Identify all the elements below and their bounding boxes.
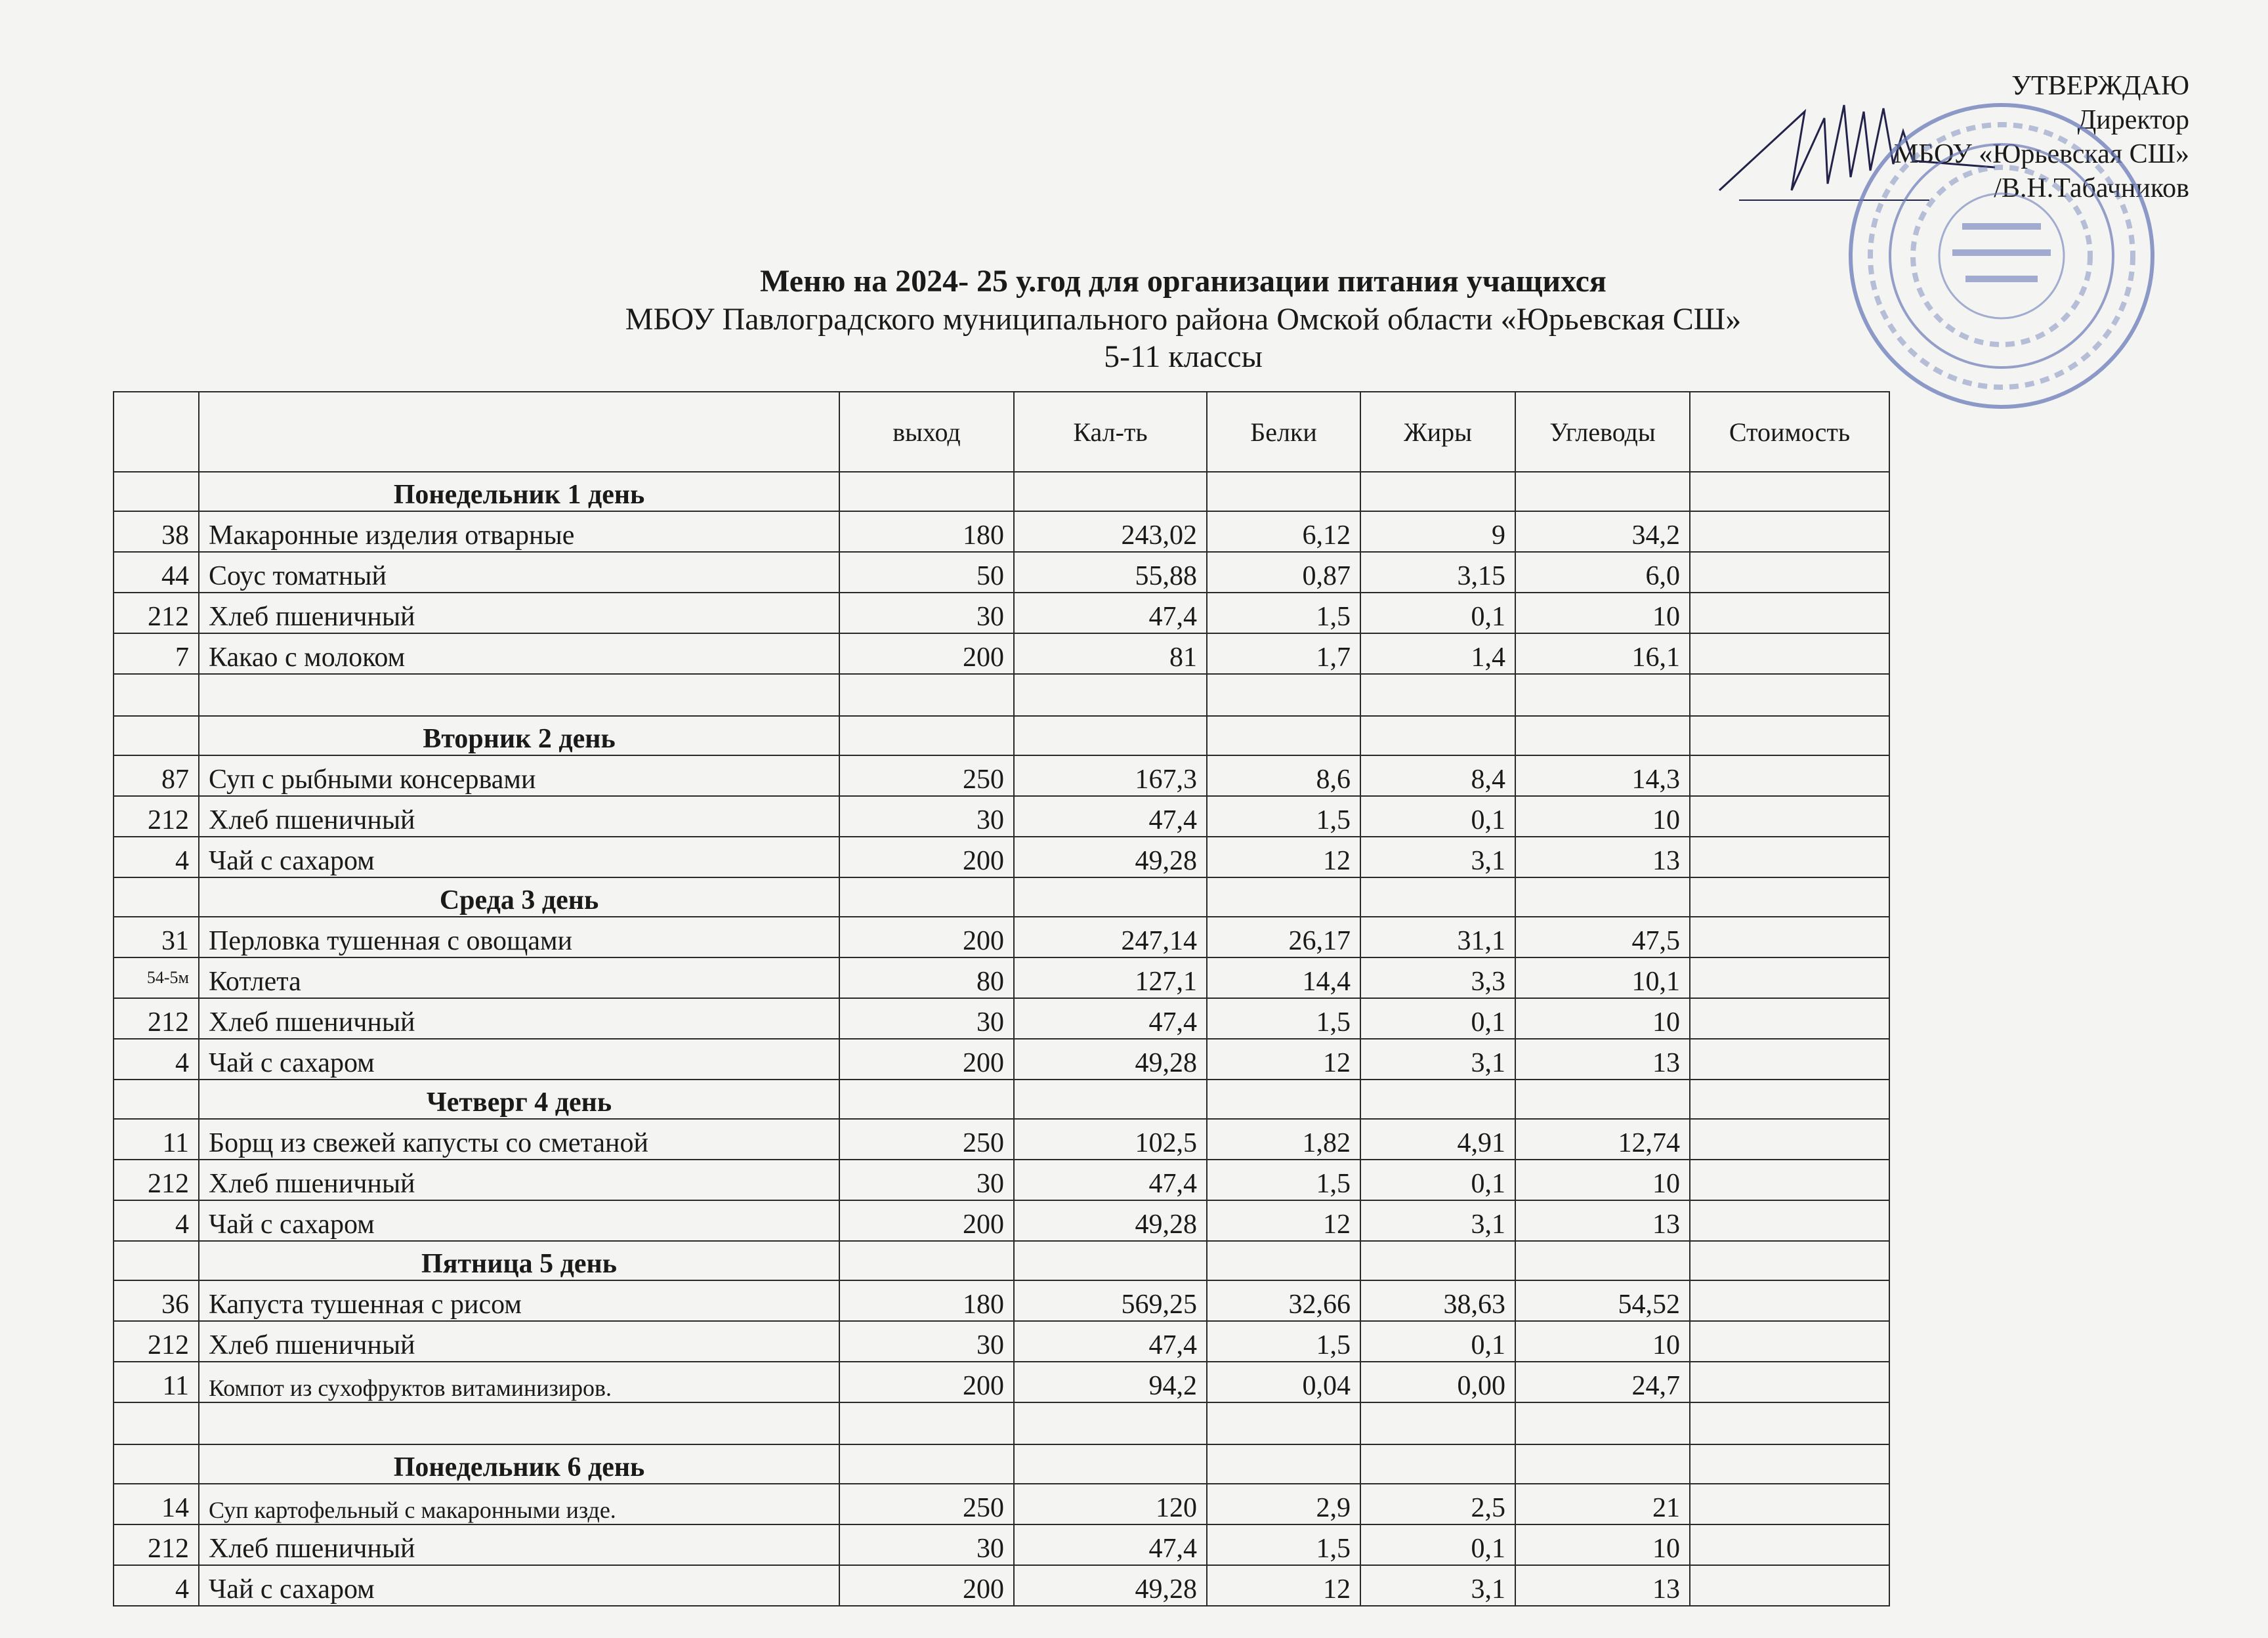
empty-cell xyxy=(1207,1444,1360,1484)
dish-code: 212 xyxy=(114,1524,199,1565)
dish-fat: 3,3 xyxy=(1360,957,1515,998)
dish-carb: 10 xyxy=(1515,593,1690,633)
dish-cost xyxy=(1690,755,1889,796)
dish-cost xyxy=(1690,1119,1889,1160)
dish-code: 87 xyxy=(114,755,199,796)
menu-table xyxy=(113,391,1890,1606)
dish-fat: 0,00 xyxy=(1360,1362,1515,1402)
dish-fat: 38,63 xyxy=(1360,1280,1515,1321)
dish-cost xyxy=(1690,1565,1889,1606)
dish-prot: 1,7 xyxy=(1207,633,1360,674)
dish-out: 200 xyxy=(839,1200,1014,1241)
document-title-block xyxy=(0,262,2268,375)
empty-cell xyxy=(1690,877,1889,917)
dish-code: 54-5м xyxy=(114,957,199,998)
empty-cell xyxy=(1360,1402,1515,1444)
dish-name: Суп с рыбными консервами xyxy=(199,755,839,796)
dish-out: 200 xyxy=(839,917,1014,957)
dish-fat: 0,1 xyxy=(1360,796,1515,837)
dish-fat: 0,1 xyxy=(1360,998,1515,1039)
header-fats: Жиры xyxy=(1360,392,1515,472)
dish-code: 4 xyxy=(114,1200,199,1241)
dish-fat: 4,91 xyxy=(1360,1119,1515,1160)
dish-row xyxy=(114,837,1889,877)
dish-out: 200 xyxy=(839,1362,1014,1402)
empty-cell xyxy=(1690,716,1889,755)
day-name: Пятница 5 день xyxy=(199,1241,839,1280)
dish-name: Борщ из свежей капусты со сметаной xyxy=(199,1119,839,1160)
empty-cell xyxy=(1360,472,1515,511)
empty-cell xyxy=(1014,1080,1207,1119)
dish-carb: 10 xyxy=(1515,998,1690,1039)
dish-row xyxy=(114,593,1889,633)
dish-row xyxy=(114,552,1889,593)
dish-prot: 1,5 xyxy=(1207,1321,1360,1362)
dish-kcal: 47,4 xyxy=(1014,796,1207,837)
document-subtitle: МБОУ Павлоградского муниципального района Омской области «Юрьевская СШ» xyxy=(625,302,1742,337)
dish-name: Хлеб пшеничный xyxy=(199,998,839,1039)
dish-row xyxy=(114,796,1889,837)
dish-code: 44 xyxy=(114,552,199,593)
dish-out: 50 xyxy=(839,552,1014,593)
dish-prot: 6,12 xyxy=(1207,511,1360,552)
empty-cell xyxy=(1690,1241,1889,1280)
dish-out: 30 xyxy=(839,593,1014,633)
dish-prot: 32,66 xyxy=(1207,1280,1360,1321)
dish-kcal: 247,14 xyxy=(1014,917,1207,957)
dish-row xyxy=(114,917,1889,957)
dish-out: 200 xyxy=(839,1039,1014,1080)
empty-cell xyxy=(1515,1080,1690,1119)
empty-cell xyxy=(1014,1402,1207,1444)
dish-cost xyxy=(1690,511,1889,552)
day-header-row xyxy=(114,1241,1889,1280)
dish-prot: 14,4 xyxy=(1207,957,1360,998)
empty-cell xyxy=(839,472,1014,511)
dish-code: 212 xyxy=(114,593,199,633)
day-name: Четверг 4 день xyxy=(199,1080,839,1119)
dish-out: 180 xyxy=(839,1280,1014,1321)
dish-out: 250 xyxy=(839,755,1014,796)
dish-name: Хлеб пшеничный xyxy=(199,1524,839,1565)
document-title: Меню на 2024- 25 у.год для организации питания учащихся xyxy=(760,264,1606,299)
approval-signatory: /В.Н.Табачников xyxy=(1994,173,2189,203)
empty-cell xyxy=(114,1444,199,1484)
spacer-row xyxy=(114,1402,1889,1444)
dish-carb: 13 xyxy=(1515,837,1690,877)
empty-cell xyxy=(1360,1241,1515,1280)
header-carbs: Углеводы xyxy=(1515,392,1690,472)
empty-cell xyxy=(1515,716,1690,755)
dish-kcal: 47,4 xyxy=(1014,1321,1207,1362)
dish-row xyxy=(114,1119,1889,1160)
day-header-row xyxy=(114,1444,1889,1484)
dish-prot: 12 xyxy=(1207,1200,1360,1241)
empty-cell xyxy=(1360,674,1515,716)
dish-carb: 16,1 xyxy=(1515,633,1690,674)
empty-cell xyxy=(839,1444,1014,1484)
dish-prot: 1,5 xyxy=(1207,1160,1360,1200)
dish-row xyxy=(114,1160,1889,1200)
header-calories: Кал-ть xyxy=(1014,392,1207,472)
day-name: Среда 3 день xyxy=(199,877,839,917)
empty-cell xyxy=(1360,1080,1515,1119)
dish-cost xyxy=(1690,1321,1889,1362)
dish-out: 250 xyxy=(839,1484,1014,1524)
dish-cost xyxy=(1690,1160,1889,1200)
dish-fat: 1,4 xyxy=(1360,633,1515,674)
menu-table-body xyxy=(114,392,1889,1606)
empty-cell xyxy=(1207,877,1360,917)
dish-name: Хлеб пшеничный xyxy=(199,1321,839,1362)
dish-kcal: 49,28 xyxy=(1014,837,1207,877)
dish-cost xyxy=(1690,1484,1889,1524)
day-name: Понедельник 6 день xyxy=(199,1444,839,1484)
dish-name: Перловка тушенная с овощами xyxy=(199,917,839,957)
day-header-row xyxy=(114,877,1889,917)
dish-row xyxy=(114,1484,1889,1524)
dish-carb: 6,0 xyxy=(1515,552,1690,593)
dish-carb: 10 xyxy=(1515,1160,1690,1200)
empty-cell xyxy=(1014,716,1207,755)
dish-fat: 0,1 xyxy=(1360,1321,1515,1362)
dish-code: 212 xyxy=(114,796,199,837)
dish-kcal: 81 xyxy=(1014,633,1207,674)
empty-cell xyxy=(1515,1402,1690,1444)
dish-carb: 10 xyxy=(1515,796,1690,837)
dish-cost xyxy=(1690,796,1889,837)
empty-cell xyxy=(1207,472,1360,511)
dish-name: Компот из сухофруктов витаминизиров. xyxy=(199,1362,839,1402)
dish-fat: 0,1 xyxy=(1360,1160,1515,1200)
dish-out: 30 xyxy=(839,1524,1014,1565)
dish-code: 11 xyxy=(114,1119,199,1160)
dish-code: 4 xyxy=(114,1039,199,1080)
dish-kcal: 569,25 xyxy=(1014,1280,1207,1321)
empty-cell xyxy=(1515,877,1690,917)
empty-cell xyxy=(839,716,1014,755)
empty-cell xyxy=(1690,674,1889,716)
dish-prot: 0,87 xyxy=(1207,552,1360,593)
dish-prot: 26,17 xyxy=(1207,917,1360,957)
header-proteins: Белки xyxy=(1207,392,1360,472)
empty-cell xyxy=(1690,1444,1889,1484)
empty-cell xyxy=(1014,877,1207,917)
dish-name: Макаронные изделия отварные xyxy=(199,511,839,552)
header-code xyxy=(114,392,199,472)
empty-cell xyxy=(1014,1444,1207,1484)
empty-cell xyxy=(1690,472,1889,511)
dish-kcal: 49,28 xyxy=(1014,1200,1207,1241)
empty-cell xyxy=(199,674,839,716)
approval-position: Директор xyxy=(2077,105,2189,135)
dish-cost xyxy=(1690,998,1889,1039)
dish-fat: 3,1 xyxy=(1360,837,1515,877)
empty-cell xyxy=(1207,1080,1360,1119)
dish-kcal: 102,5 xyxy=(1014,1119,1207,1160)
empty-cell xyxy=(1360,877,1515,917)
dish-prot: 1,5 xyxy=(1207,796,1360,837)
dish-cost xyxy=(1690,633,1889,674)
dish-kcal: 49,28 xyxy=(1014,1565,1207,1606)
empty-cell xyxy=(1014,472,1207,511)
dish-name: Котлета xyxy=(199,957,839,998)
dish-code: 11 xyxy=(114,1362,199,1402)
dish-fat: 0,1 xyxy=(1360,1524,1515,1565)
dish-code: 31 xyxy=(114,917,199,957)
dish-out: 30 xyxy=(839,1160,1014,1200)
empty-cell xyxy=(1690,1080,1889,1119)
dish-code: 7 xyxy=(114,633,199,674)
dish-fat: 9 xyxy=(1360,511,1515,552)
dish-row xyxy=(114,998,1889,1039)
dish-cost xyxy=(1690,837,1889,877)
dish-kcal: 47,4 xyxy=(1014,998,1207,1039)
dish-cost xyxy=(1690,593,1889,633)
dish-cost xyxy=(1690,1280,1889,1321)
dish-row xyxy=(114,1362,1889,1402)
empty-cell xyxy=(839,674,1014,716)
dish-prot: 1,82 xyxy=(1207,1119,1360,1160)
dish-name: Чай с сахаром xyxy=(199,1039,839,1080)
table-header-row xyxy=(114,392,1889,472)
day-header-row xyxy=(114,1080,1889,1119)
day-name: Понедельник 1 день xyxy=(199,472,839,511)
header-output: выход xyxy=(839,392,1014,472)
empty-cell xyxy=(1014,674,1207,716)
dish-kcal: 127,1 xyxy=(1014,957,1207,998)
dish-name: Капуста тушенная с рисом xyxy=(199,1280,839,1321)
dish-prot: 1,5 xyxy=(1207,998,1360,1039)
dish-row xyxy=(114,957,1889,998)
dish-out: 200 xyxy=(839,837,1014,877)
dish-carb: 13 xyxy=(1515,1200,1690,1241)
dish-carb: 54,52 xyxy=(1515,1280,1690,1321)
dish-row xyxy=(114,1280,1889,1321)
dish-kcal: 94,2 xyxy=(1014,1362,1207,1402)
empty-cell xyxy=(1515,1241,1690,1280)
empty-cell xyxy=(1515,674,1690,716)
empty-cell xyxy=(1207,674,1360,716)
dish-kcal: 243,02 xyxy=(1014,511,1207,552)
dish-prot: 12 xyxy=(1207,1039,1360,1080)
empty-cell xyxy=(839,1080,1014,1119)
empty-cell xyxy=(1207,716,1360,755)
dish-carb: 34,2 xyxy=(1515,511,1690,552)
document-grades: 5-11 классы xyxy=(1104,339,1263,374)
dish-out: 80 xyxy=(839,957,1014,998)
empty-cell xyxy=(1515,472,1690,511)
dish-out: 250 xyxy=(839,1119,1014,1160)
dish-fat: 0,1 xyxy=(1360,593,1515,633)
empty-cell xyxy=(1207,1402,1360,1444)
dish-cost xyxy=(1690,1524,1889,1565)
dish-code: 212 xyxy=(114,1321,199,1362)
dish-prot: 1,5 xyxy=(1207,593,1360,633)
dish-row xyxy=(114,1524,1889,1565)
dish-out: 30 xyxy=(839,1321,1014,1362)
dish-cost xyxy=(1690,552,1889,593)
dish-carb: 13 xyxy=(1515,1565,1690,1606)
dish-carb: 12,74 xyxy=(1515,1119,1690,1160)
dish-carb: 10,1 xyxy=(1515,957,1690,998)
empty-cell xyxy=(114,1402,199,1444)
dish-name: Какао с молоком xyxy=(199,633,839,674)
dish-name: Хлеб пшеничный xyxy=(199,796,839,837)
dish-fat: 3,1 xyxy=(1360,1565,1515,1606)
dish-fat: 3,1 xyxy=(1360,1039,1515,1080)
dish-carb: 47,5 xyxy=(1515,917,1690,957)
dish-name: Чай с сахаром xyxy=(199,1200,839,1241)
dish-kcal: 49,28 xyxy=(1014,1039,1207,1080)
day-header-row xyxy=(114,472,1889,511)
dish-kcal: 47,4 xyxy=(1014,593,1207,633)
dish-carb: 21 xyxy=(1515,1484,1690,1524)
dish-code: 36 xyxy=(114,1280,199,1321)
empty-cell xyxy=(839,877,1014,917)
dish-prot: 1,5 xyxy=(1207,1524,1360,1565)
empty-cell xyxy=(839,1402,1014,1444)
dish-code: 38 xyxy=(114,511,199,552)
dish-out: 30 xyxy=(839,796,1014,837)
dish-row xyxy=(114,1200,1889,1241)
dish-name: Соус томатный xyxy=(199,552,839,593)
empty-cell xyxy=(1515,1444,1690,1484)
dish-name: Чай с сахаром xyxy=(199,837,839,877)
dish-cost xyxy=(1690,917,1889,957)
dish-out: 180 xyxy=(839,511,1014,552)
dish-row xyxy=(114,755,1889,796)
empty-cell xyxy=(199,1402,839,1444)
empty-cell xyxy=(1360,716,1515,755)
dish-fat: 3,1 xyxy=(1360,1200,1515,1241)
bleed-through-text xyxy=(1378,72,1385,103)
dish-cost xyxy=(1690,1362,1889,1402)
day-header-row xyxy=(114,716,1889,755)
dish-name: Чай с сахаром xyxy=(199,1565,839,1606)
approval-organization: МБОУ «Юрьевская СШ» xyxy=(1893,139,2189,169)
empty-cell xyxy=(1207,1241,1360,1280)
dish-carb: 24,7 xyxy=(1515,1362,1690,1402)
dish-fat: 3,15 xyxy=(1360,552,1515,593)
dish-prot: 8,6 xyxy=(1207,755,1360,796)
empty-cell xyxy=(114,877,199,917)
empty-cell xyxy=(1014,1241,1207,1280)
approval-heading: УТВЕРЖДАЮ xyxy=(2011,71,2189,101)
dish-code: 14 xyxy=(114,1484,199,1524)
empty-cell xyxy=(114,674,199,716)
dish-prot: 0,04 xyxy=(1207,1362,1360,1402)
dish-fat: 31,1 xyxy=(1360,917,1515,957)
dish-carb: 10 xyxy=(1515,1524,1690,1565)
dish-kcal: 167,3 xyxy=(1014,755,1207,796)
dish-carb: 14,3 xyxy=(1515,755,1690,796)
header-cost: Стоимость xyxy=(1690,392,1889,472)
empty-cell xyxy=(1690,1402,1889,1444)
dish-kcal: 47,4 xyxy=(1014,1160,1207,1200)
spacer-row xyxy=(114,674,1889,716)
empty-cell xyxy=(839,1241,1014,1280)
dish-out: 200 xyxy=(839,633,1014,674)
empty-cell xyxy=(114,1241,199,1280)
empty-cell xyxy=(1360,1444,1515,1484)
dish-kcal: 47,4 xyxy=(1014,1524,1207,1565)
dish-cost xyxy=(1690,1039,1889,1080)
dish-kcal: 55,88 xyxy=(1014,552,1207,593)
dish-code: 4 xyxy=(114,1565,199,1606)
dish-row xyxy=(114,633,1889,674)
dish-name: Хлеб пшеничный xyxy=(199,593,839,633)
header-name xyxy=(199,392,839,472)
dish-fat: 8,4 xyxy=(1360,755,1515,796)
dish-code: 212 xyxy=(114,998,199,1039)
dish-code: 4 xyxy=(114,837,199,877)
dish-carb: 13 xyxy=(1515,1039,1690,1080)
day-name: Вторник 2 день xyxy=(199,716,839,755)
dish-kcal: 120 xyxy=(1014,1484,1207,1524)
dish-row xyxy=(114,1321,1889,1362)
empty-cell xyxy=(114,472,199,511)
dish-cost xyxy=(1690,1200,1889,1241)
dish-out: 200 xyxy=(839,1565,1014,1606)
dish-name: Суп картофельный с макаронными изде. xyxy=(199,1484,839,1524)
dish-out: 30 xyxy=(839,998,1014,1039)
empty-cell xyxy=(114,1080,199,1119)
dish-row xyxy=(114,1565,1889,1606)
dish-carb: 10 xyxy=(1515,1321,1690,1362)
dish-name: Хлеб пшеничный xyxy=(199,1160,839,1200)
dish-prot: 12 xyxy=(1207,1565,1360,1606)
dish-row xyxy=(114,1039,1889,1080)
dish-fat: 2,5 xyxy=(1360,1484,1515,1524)
empty-cell xyxy=(114,716,199,755)
dish-prot: 2,9 xyxy=(1207,1484,1360,1524)
dish-row xyxy=(114,511,1889,552)
dish-code: 212 xyxy=(114,1160,199,1200)
dish-cost xyxy=(1690,957,1889,998)
dish-prot: 12 xyxy=(1207,837,1360,877)
